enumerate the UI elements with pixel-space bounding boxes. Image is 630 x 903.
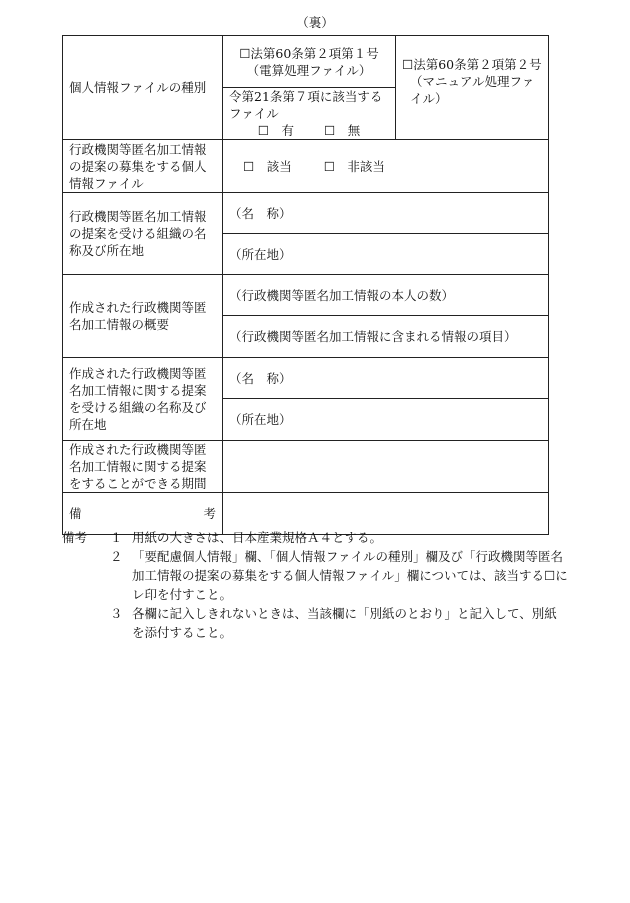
electronic-desc: （電算処理ファイル） xyxy=(246,62,372,78)
manual-desc: （マニュアル処理ファイル） xyxy=(410,74,535,106)
label-file-type: 個人情報ファイルの種別 xyxy=(63,36,223,140)
field-proposal-org-address[interactable]: （所在地） xyxy=(223,399,549,441)
notes-heading: 備考 xyxy=(62,530,88,545)
note-num: １ xyxy=(110,530,123,545)
note-item-3 xyxy=(62,604,568,642)
cell-ordinance-applicable xyxy=(223,88,396,140)
note-item-1 xyxy=(62,528,568,547)
field-proposal-org-name[interactable]: （名 称） xyxy=(223,358,549,399)
note-text: 「要配慮個人情報」欄、「個人情報ファイルの種別」欄及び「行政機関等匿名加工情報の提案の募集をする個人情報ファイル」欄については、該当する☐にレ印を付すこと。 xyxy=(132,549,568,602)
field-person-count[interactable]: （行政機関等匿名加工情報の本人の数） xyxy=(223,275,549,316)
checkbox-yes[interactable]: ☐ 有 xyxy=(257,123,295,138)
note-num: ３ xyxy=(110,606,123,621)
remarks-char-2: 考 xyxy=(203,506,216,521)
note-text: 各欄に記入しきれないときは、当該欄に「別紙のとおり」と記入して、別紙を添付すること。 xyxy=(132,606,557,640)
checkbox-electronic[interactable]: ☐法第60条第２項第１号 xyxy=(239,45,379,61)
notes-section xyxy=(62,528,568,642)
checkbox-manual[interactable]: ☐法第60条第２項第２号 xyxy=(402,57,542,72)
note-text: 用紙の大きさは、日本産業規格Ａ４とする。 xyxy=(132,530,383,545)
field-org-address[interactable]: （所在地） xyxy=(223,234,549,275)
checkbox-not-applicable[interactable]: ☐ 非該当 xyxy=(323,158,385,174)
cell-manual-file xyxy=(396,36,549,140)
form-table xyxy=(62,35,549,535)
field-proposal-period[interactable] xyxy=(223,441,549,493)
cell-solicitation xyxy=(223,140,549,193)
note-num: ２ xyxy=(110,549,123,564)
page-side-label: （裏） xyxy=(296,15,334,30)
cell-electronic-file xyxy=(223,36,396,88)
label-proposal-period: 作成された行政機関等匿名加工情報に関する提案をすることができる期間 xyxy=(63,441,223,493)
remarks-char-1: 備 xyxy=(69,506,82,521)
field-info-items[interactable]: （行政機関等匿名加工情報に含まれる情報の項目） xyxy=(223,316,549,358)
field-org-name[interactable]: （名 称） xyxy=(223,193,549,234)
ordinance-text-2: ファイル xyxy=(229,106,279,121)
label-solicitation-file: 行政機関等匿名加工情報の提案の募集をする個人情報ファイル xyxy=(63,140,223,193)
note-item-2 xyxy=(62,547,568,604)
label-receiving-org: 行政機関等匿名加工情報の提案を受ける組織の名称及び所在地 xyxy=(63,193,223,275)
label-proposal-org: 作成された行政機関等匿名加工情報に関する提案を受ける組織の名称及び所在地 xyxy=(63,358,223,441)
checkbox-no[interactable]: ☐ 無 xyxy=(323,123,361,138)
label-summary: 作成された行政機関等匿名加工情報の概要 xyxy=(63,275,223,358)
ordinance-text: 令第21条第７項に該当する xyxy=(229,89,383,104)
checkbox-applicable[interactable]: ☐ 該当 xyxy=(243,158,292,174)
